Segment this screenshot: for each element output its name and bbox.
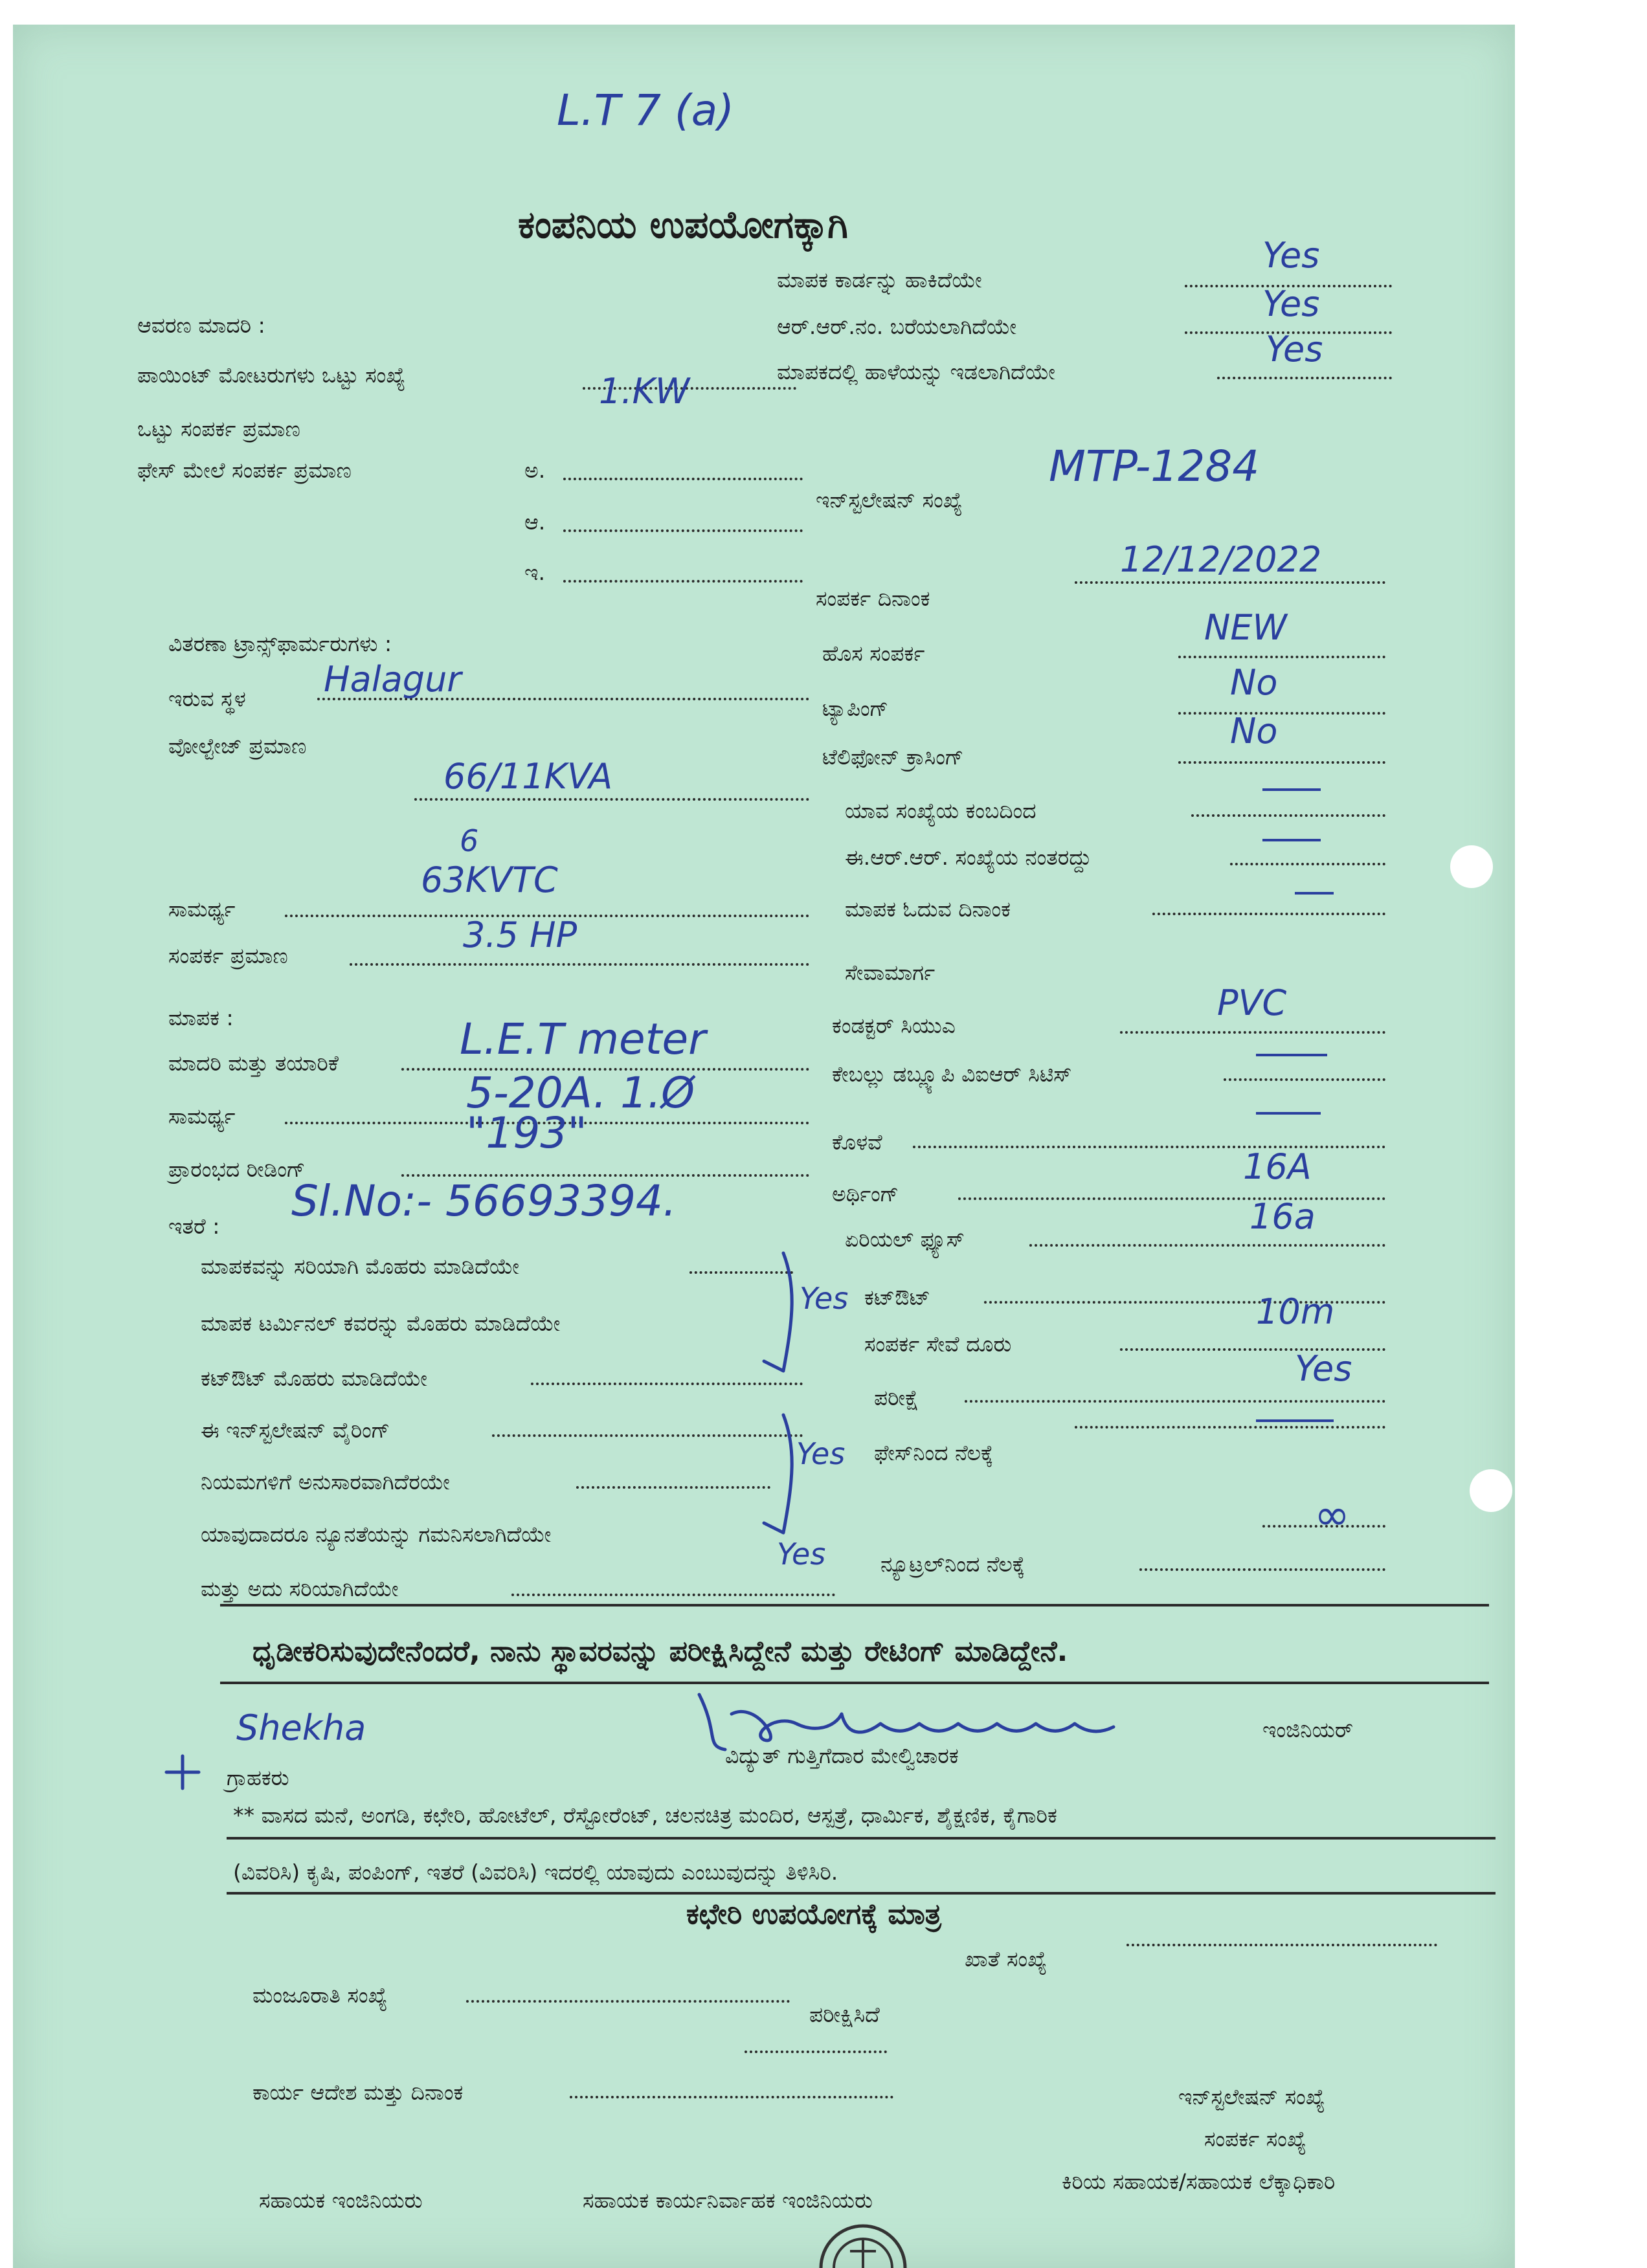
label-pipe: ಕೊಳವೆ — [832, 1129, 882, 1155]
line-pole-number — [1191, 814, 1385, 817]
label-verified: ಪರೀಕ್ಷಿಸಿದೆ — [809, 2002, 880, 2027]
value-extra-superscript: 6 — [460, 823, 479, 858]
label-phase-c: ಇ. — [524, 560, 545, 585]
dash-after-er — [1262, 839, 1321, 841]
label-wiring: ಈ ಇನ್‌ಸ್ಟಲೇಷನ್ ವೈರಿಂಗ್ — [201, 1418, 390, 1443]
label-account-no: ಖಾತೆ ಸಂಖ್ಯೆ — [965, 1946, 1048, 1972]
value-new-connection: NEW — [1204, 607, 1287, 648]
label-earthing: ಅರ್ಥಿಂಗ್ — [832, 1181, 899, 1206]
customer-signature: Shekha — [236, 1707, 366, 1748]
line-phase-earth — [1075, 1426, 1385, 1429]
label-installation-no-office: ಇನ್‌ಸ್ಟಲೇಷನ್ ಸಂಖ್ಯೆ — [1178, 2084, 1325, 2109]
office-title: ಕಛೇರಿ ಉಪಯೋಗಕ್ಕೆ ಮಾತ್ರ — [686, 1898, 941, 1931]
value-conductor: PVC — [1217, 983, 1287, 1023]
value-tapping: No — [1230, 662, 1278, 703]
label-defects-noted: ಯಾವುದಾದರೂ ನ್ಯೂನತೆಯನ್ನು ಗಮನಿಸಲಾಗಿದೆಯೇ — [201, 1522, 552, 1547]
label-paint-motor-count: ಪಾಯಿಂಟ್ ಮೋಟರುಗಳು ಒಟ್ಟು ಸಂಖ್ಯೆ — [137, 362, 406, 388]
divider-3 — [227, 1837, 1496, 1840]
bracket-mark-2 — [757, 1410, 809, 1539]
label-total-connected-load: ಒಟ್ಟು ಸಂಪರ್ಕ ಪ್ರಮಾಣ — [137, 416, 300, 441]
label-phase-b: ಆ. — [524, 509, 546, 535]
line-wiring — [492, 1434, 803, 1437]
label-after-er: ಈ.ಆರ್.ಆರ್. ಸಂಖ್ಯೆಯ ನಂತರದ್ದು — [845, 845, 1092, 870]
label-work-order: ಕಾರ್ಯ ಆದೇಶ ಮತ್ತು ದಿನಾಂಕ — [252, 2080, 464, 2105]
value-yes-3: Yes — [777, 1537, 826, 1572]
value-installation-no: MTP-1284 — [1049, 441, 1260, 491]
line-tapping — [1178, 712, 1385, 715]
line-verified — [745, 2051, 887, 2053]
punch-hole-bottom — [1470, 1469, 1512, 1512]
value-make-model: L.E.T meter — [460, 1014, 706, 1064]
value-yes-1: Yes — [800, 1281, 849, 1316]
divider-1 — [220, 1604, 1489, 1606]
dash-pipe — [1256, 1112, 1321, 1115]
label-enclosure-type: ಆವರಣ ಮಾದರಿ : — [137, 313, 265, 338]
dash-cable — [1256, 1054, 1327, 1056]
line-after-er — [1230, 863, 1385, 865]
value-extra: 63KVTC — [421, 860, 558, 900]
label-as-per-rules: ನಿಯಮಗಳಿಗೆ ಅನುಸಾರವಾಗಿದೆರಯೇ — [201, 1469, 450, 1495]
value-service-distance: 10m — [1256, 1291, 1335, 1332]
label-asst-engineer: ಸಹಾಯಕ ಇಂಜಿನಿಯರು — [259, 2188, 423, 2213]
value-initial-reading: "193" — [466, 1108, 587, 1158]
line-aerial-fuse — [1029, 1244, 1385, 1247]
note-line-2: (ವಿವರಿಸಿ) ಕೃಷಿ, ಪಂಪಿಂಗ್, ಇತರೆ (ವಿವರಿಸಿ) ಇದರಲ್ಲಿ ಯಾವುದು ಎಂಬುವುದನ್ನು ತಿಳಿಸಿರಿ. — [233, 1860, 838, 1885]
label-installation-no: ಇನ್‌ಸ್ಟಲೇಷನ್ ಸಂಖ್ಯೆ — [816, 487, 963, 513]
label-sealed-ok: ಮಾಪಕವನ್ನು ಸರಿಯಾಗಿ ಮೊಹರು ಮಾಡಿದೆಯೇ — [201, 1254, 519, 1279]
value-old-meter: Yes — [1266, 329, 1323, 370]
line-reading-date — [1152, 913, 1385, 915]
label-telephone-crossing: ಟೆಲಿಫೋನ್ ಕ್ರಾಸಿಂಗ್ — [822, 744, 964, 770]
label-engineer: ಇಂಜಿನಿಯರ್ — [1262, 1717, 1354, 1742]
value-connected-load: 3.5 HP — [463, 915, 577, 955]
line-old-meter — [1217, 377, 1392, 379]
value-voltage: 66/11KVA — [443, 756, 613, 797]
label-rr-written: ಆರ್.ಆರ್.ನಂ. ಬರೆಯಲಾಗಿದೆಯೇ — [777, 314, 1017, 339]
line-work-order — [570, 2096, 893, 2098]
value-others: Sl.No:- 56693394. — [291, 1176, 677, 1226]
divider-4 — [227, 1892, 1496, 1895]
value-yes-2: Yes — [796, 1436, 846, 1471]
line-connected-load — [350, 963, 809, 966]
label-service-distance: ಸಂಪರ್ಕ ಸೇವೆ ದೂರು — [864, 1331, 1012, 1357]
line-phase-b — [563, 529, 803, 532]
value-telephone-crossing: No — [1230, 711, 1278, 751]
label-make-model: ಮಾದರಿ ಮತ್ತು ತಯಾರಿಕೆ — [168, 1051, 339, 1076]
punch-hole-top — [1450, 845, 1493, 888]
label-connection-no: ಸಂಪರ್ಕ ಸಂಖ್ಯೆ — [1204, 2126, 1306, 2151]
page-title: ಕಂಪನಿಯ ಉಪಯೋಗಕ್ಕಾಗಿ — [518, 203, 848, 247]
label-test: ಪರೀಕ್ಷೆ — [874, 1385, 919, 1410]
value-meter-card: Yes — [1262, 235, 1320, 276]
line-neutral-earth-top — [1262, 1525, 1385, 1528]
label-service-route: ಸೇವಾಮಾರ್ಗ — [845, 960, 936, 985]
line-voltage — [414, 798, 809, 801]
label-location: ಇರುವ ಸ್ಥಳ — [168, 686, 246, 711]
label-capacity: ಸಾಮರ್ಥ್ಯ — [168, 896, 236, 922]
line-test — [965, 1400, 1385, 1403]
line-cable — [1224, 1078, 1385, 1081]
label-cutout-sealed: ಕಟ್‌ಔಟ್ ಮೊಹರು ಮಾಡಿದೆಯೇ — [201, 1366, 427, 1391]
value-test: Yes — [1295, 1348, 1352, 1389]
line-conductor — [1120, 1031, 1385, 1034]
label-junior-assistant: ಕಿರಿಯ ಸಹಾಯಕ/ಸಹಾಯಕ ಲೆಕ್ಕಾಧಿಕಾರಿ — [1062, 2169, 1336, 2194]
label-initial-reading: ಪ್ರಾರಂಭದ ರೀಡಿಂಗ್ — [168, 1157, 306, 1182]
label-meter: ಮಾಪಕ : — [168, 1005, 234, 1030]
label-connected-load: ಸಂಪರ್ಕ ಪ್ರಮಾಣ — [168, 943, 288, 968]
dash-reading-date — [1295, 892, 1334, 895]
label-phase-earth: ಫೇಸ್‌ನಿಂದ ನೆಲಕ್ಕೆ — [874, 1440, 994, 1465]
label-cutout: ಕಟ್‌ಔಟ್ — [864, 1285, 930, 1310]
form-code: L.T 7 (a) — [557, 85, 734, 135]
value-meter-capacity: 5-20A. 1.Ø — [466, 1068, 695, 1118]
label-others: ಇತರೆ : — [168, 1214, 220, 1239]
line-account-no — [1126, 1944, 1437, 1946]
form-sheet — [13, 25, 1515, 2268]
label-pole-number: ಯಾವ ಸಂಖ್ಯೆಯ ಕಂಬದಿಂದ — [845, 798, 1036, 823]
label-voltage: ವೋಲ್ಟೇಜ್ ಪ್ರಮಾಣ — [168, 733, 307, 759]
line-sanction-no — [466, 2000, 790, 2003]
label-connection-date: ಸಂಪರ್ಕ ದಿನಾಂಕ — [816, 586, 930, 611]
bracket-mark-1 — [757, 1248, 809, 1377]
note-line-1: ** ವಾಸದ ಮನೆ, ಅಂಗಡಿ, ಕಛೇರಿ, ಹೋಟೆಲ್, ರೆಸ್ಟೋರೆಂಟ್, ಚಲನಚಿತ್ರ ಮಂದಿರ, ಆಸ್ಪತ್ರೆ, ಧಾರ್ಮಿಕ, ಶೈಕ್ಷಣಿಕ, ಕೈಗಾರಿಕ — [233, 1803, 1057, 1828]
certification-statement: ಧೃಡೀಕರಿಸುವುದೇನೆಂದರೆ, ನಾನು ಸ್ಥಾವರವನ್ನು ಪರೀಕ್ಷಿಸಿದ್ದೇನೆ ಮತ್ತು ರೇಟಿಂಗ್ ಮಾಡಿದ್ದೇನೆ. — [252, 1635, 1068, 1668]
line-pipe — [913, 1146, 1385, 1148]
line-phase-c — [563, 580, 803, 583]
star-mark — [163, 1753, 202, 1792]
label-customer: ಗ್ರಾಹಕರು — [227, 1765, 289, 1790]
label-meter-card: ಮಾಪಕ ಕಾರ್ಡನ್ನು ಹಾಕಿದೆಯೇ — [777, 267, 982, 293]
value-aerial-fuse: 16a — [1249, 1196, 1316, 1237]
label-neutral-earth: ನ್ಯೂಟ್ರಲ್‌ನಿಂದ ನೆಲಕ್ಕೆ — [880, 1551, 1025, 1577]
label-contractor: ವಿದ್ಯುತ್ ಗುತ್ತಿಗೆದಾರ ಮೇಲ್ವಿಚಾರಕ — [725, 1743, 959, 1768]
label-terminal-sealed: ಮಾಪಕ ಟರ್ಮಿನಲ್ ಕವರನ್ನು ಮೊಹರು ಮಾಡಿದೆಯೇ — [201, 1311, 561, 1336]
value-location: Halagur — [324, 659, 462, 700]
label-sanction-no: ಮಂಜೂರಾತಿ ಸಂಖ್ಯೆ — [252, 1983, 388, 2008]
line-as-per-rules — [576, 1486, 770, 1489]
line-connection-date — [1075, 581, 1385, 584]
label-aerial-fuse: ಏರಿಯಲ್ ಫ್ಯೂಸ್ — [845, 1227, 965, 1252]
company-seal — [814, 2206, 912, 2268]
divider-2 — [220, 1682, 1489, 1684]
dash-phase-earth — [1256, 1419, 1334, 1422]
label-and-rectified: ಮತ್ತು ಅದು ಸರಿಯಾಗಿದೆಯೇ — [201, 1576, 399, 1601]
value-connection-date: 12/12/2022 — [1120, 539, 1322, 580]
dash-pole-number — [1262, 788, 1321, 791]
label-new-connection: ಹೊಸ ಸಂಪರ್ಕ — [822, 641, 925, 666]
value-rr-written: Yes — [1262, 284, 1320, 324]
label-old-meter: ಮಾಪಕದಲ್ಲಿ ಹಾಳೆಯನ್ನು ಇಡಲಾಗಿದೆಯೇ — [777, 359, 1055, 384]
label-dist-transformers: ವಿತರಣಾ ಟ್ರಾನ್ಸ್‌ಫಾರ್ಮರುಗಳು : — [168, 631, 392, 656]
line-neutral-earth — [1139, 1568, 1385, 1571]
line-phase-a — [563, 478, 803, 480]
label-meter-capacity: ಸಾಮರ್ಥ್ಯ — [168, 1104, 236, 1129]
label-phase-load: ಫೇಸ್ ಮೇಲೆ ಸಂಪರ್ಕ ಪ್ರಮಾಣ — [137, 458, 352, 483]
line-and-rectified — [511, 1594, 835, 1596]
value-neutral-earth: ∞ — [1314, 1490, 1350, 1540]
line-cutout-sealed — [531, 1383, 803, 1385]
line-earthing — [958, 1197, 1385, 1200]
label-phase-a: ಅ. — [524, 458, 546, 483]
label-cable: ಕೇಬಲ್ಲು ಡಬ್ಲ್ಯೂಪಿ ವಿಐಆರ್ ಸಿಟಿಸ್ — [832, 1062, 1072, 1087]
value-paint-motor-count: 1.KW — [599, 371, 690, 412]
label-conductor: ಕಂಡಕ್ಟರ್ ಸಿಯುಎ — [832, 1013, 956, 1038]
value-earthing: 16A — [1243, 1146, 1312, 1187]
label-asst-exec-engineer: ಸಹಾಯಕ ಕಾರ್ಯನಿರ್ವಾಹಕ ಇಂಜಿನಿಯರು — [583, 2188, 873, 2213]
line-new-connection — [1178, 656, 1385, 658]
line-telephone-crossing — [1178, 761, 1385, 764]
label-reading-date: ಮಾಪಕ ಓದುವ ದಿನಾಂಕ — [845, 896, 1011, 922]
label-tapping: ಟ್ಯಾಪಿಂಗ್ — [822, 696, 889, 721]
